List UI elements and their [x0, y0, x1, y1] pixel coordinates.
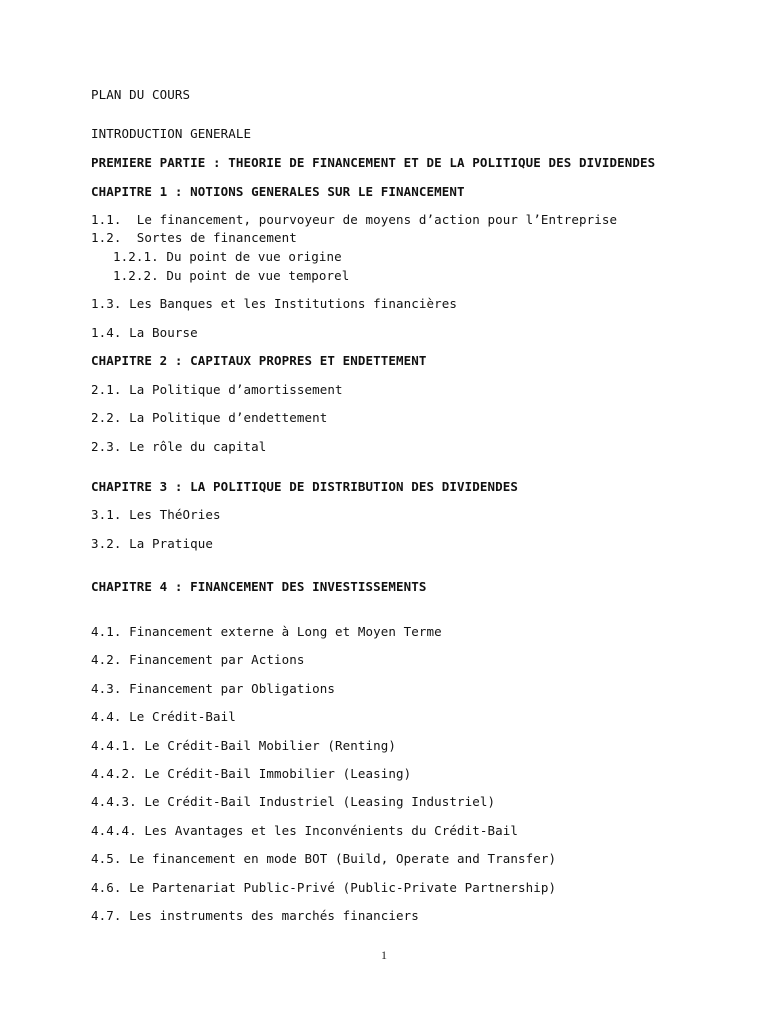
- toc-subitem: 1.2.1. Du point de vue origine: [113, 249, 342, 264]
- chapter-4-heading: CHAPITRE 4 : FINANCEMENT DES INVESTISSEMENTS: [91, 579, 427, 594]
- toc-item: 4.2. Financement par Actions: [91, 652, 305, 667]
- toc-item: 4.4.1. Le Crédit-Bail Mobilier (Renting): [91, 738, 397, 753]
- toc-item: 4.4.4. Les Avantages et les Inconvénients du Crédit-Bail: [91, 823, 519, 838]
- toc-item: 1.2. Sortes de financement: [91, 230, 297, 245]
- page-number: 1: [381, 948, 387, 962]
- toc-item: 1.3. Les Banques et les Institutions financières: [91, 296, 458, 311]
- introduction-heading: INTRODUCTION GENERALE: [91, 126, 252, 141]
- toc-subitem: 1.2.2. Du point de vue temporel: [113, 268, 350, 283]
- toc-item: 4.4.3. Le Crédit-Bail Industriel (Leasing Industriel): [91, 794, 496, 809]
- toc-item: 1.1. Le financement, pourvoyeur de moyens d’action pour l’Entreprise: [91, 212, 618, 227]
- toc-item: 2.1. La Politique d’amortissement: [91, 382, 343, 397]
- toc-item: 1.4. La Bourse: [91, 325, 198, 340]
- toc-item: 4.5. Le financement en mode BOT (Build, Operate and Transfer): [91, 851, 557, 866]
- toc-item: 4.1. Financement externe à Long et Moyen Terme: [91, 624, 442, 639]
- toc-item: 3.1. Les ThéOries: [91, 507, 221, 522]
- chapter-2-heading: CHAPITRE 2 : CAPITAUX PROPRES ET ENDETTEMENT: [91, 353, 427, 368]
- toc-item: 4.6. Le Partenariat Public-Privé (Public-Private Partnership): [91, 880, 557, 895]
- chapter-3-heading: CHAPITRE 3 : LA POLITIQUE DE DISTRIBUTION DES DIVIDENDES: [91, 479, 519, 494]
- toc-item: 2.3. Le rôle du capital: [91, 439, 267, 454]
- toc-item: 4.4. Le Crédit-Bail: [91, 709, 236, 724]
- part-one-heading: PREMIERE PARTIE : THEORIE DE FINANCEMENT ET DE LA POLITIQUE DES DIVIDENDES: [91, 155, 656, 170]
- document-title: PLAN DU COURS: [91, 87, 191, 102]
- toc-item: 2.2. La Politique d’endettement: [91, 410, 328, 425]
- toc-item: 4.3. Financement par Obligations: [91, 681, 336, 696]
- toc-item: 3.2. La Pratique: [91, 536, 214, 551]
- toc-item: 4.4.2. Le Crédit-Bail Immobilier (Leasing): [91, 766, 412, 781]
- chapter-1-heading: CHAPITRE 1 : NOTIONS GENERALES SUR LE FINANCEMENT: [91, 184, 465, 199]
- toc-item: 4.7. Les instruments des marchés financiers: [91, 908, 419, 923]
